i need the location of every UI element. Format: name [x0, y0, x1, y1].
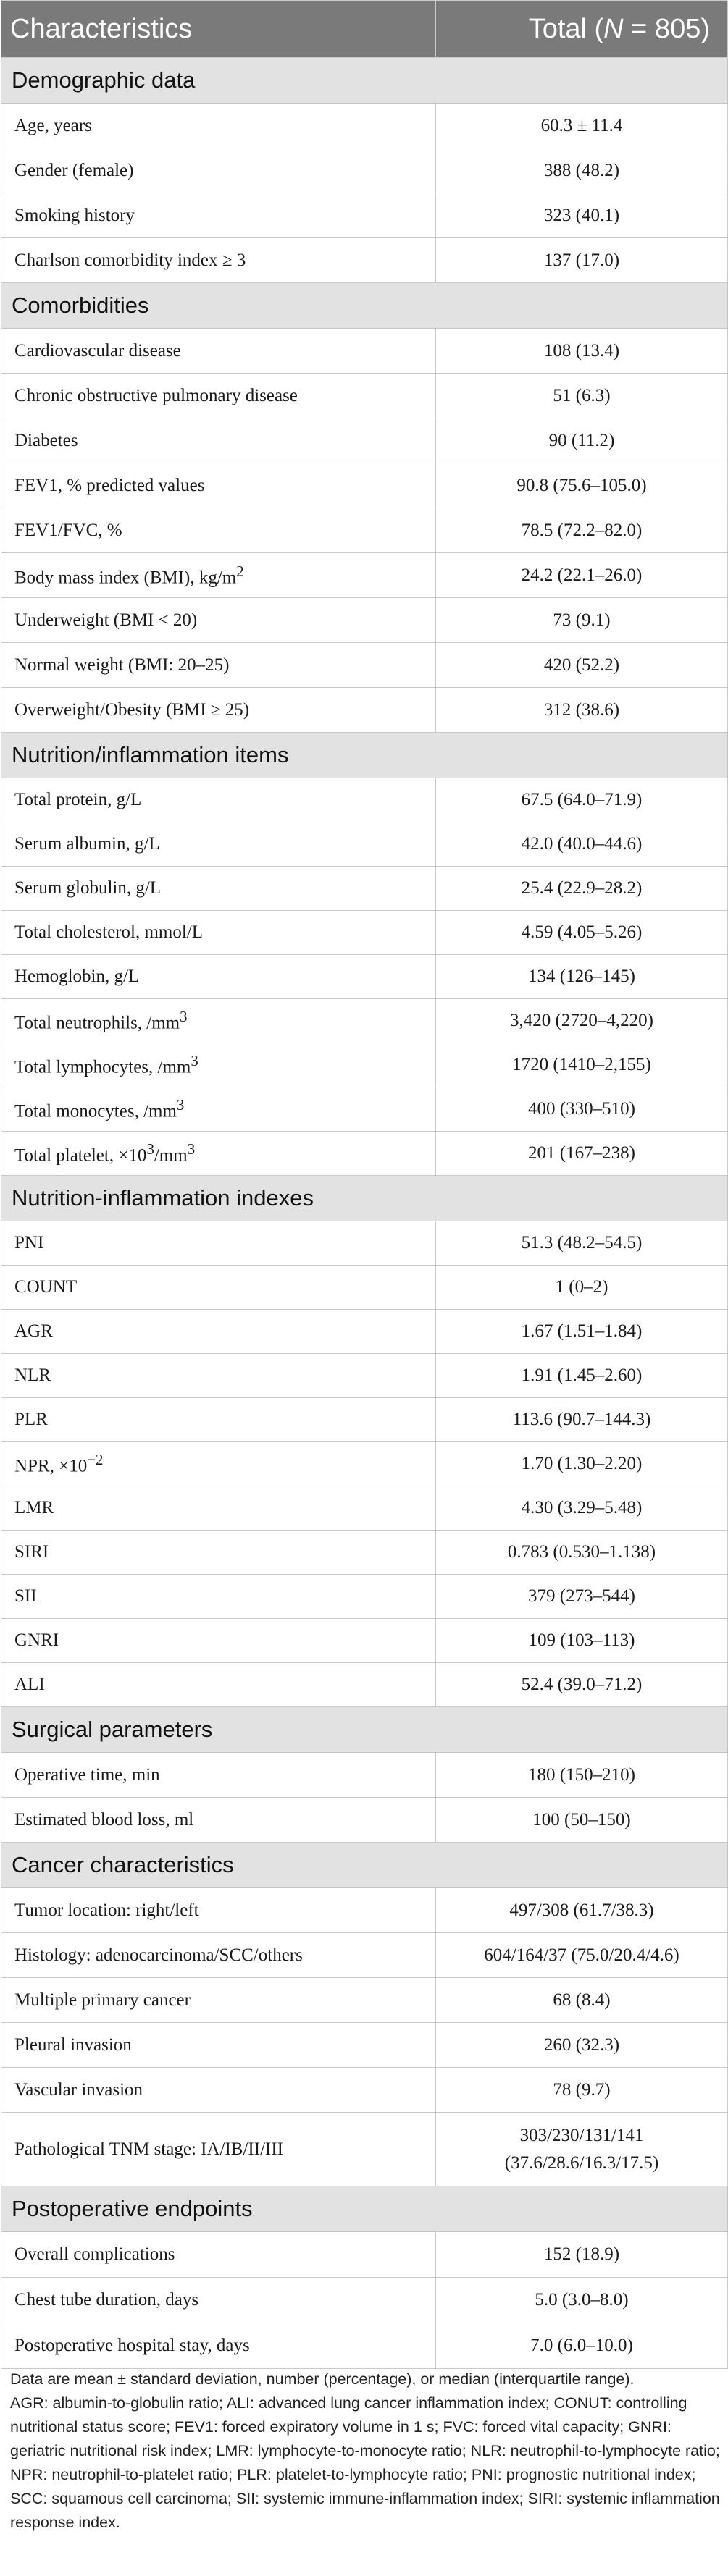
row-value: 604/164/37 (75.0/20.4/4.6) — [436, 1933, 728, 1978]
row-label: Hemoglobin, g/L — [1, 955, 436, 999]
table-row — [1, 329, 728, 374]
section-header — [1, 733, 728, 778]
row-value: 0.783 (0.530–1.138) — [436, 1531, 728, 1575]
section-header — [1, 1843, 728, 1888]
row-label: Normal weight (BMI: 20–25) — [1, 643, 436, 688]
row-label: FEV1, % predicted values — [1, 463, 436, 508]
row-value: 4.30 (3.29–5.48) — [436, 1486, 728, 1531]
table-row — [1, 553, 728, 598]
section-title: Surgical parameters — [1, 1707, 728, 1753]
row-label-text: Total neutrophils, /mm — [14, 1013, 180, 1033]
section-title: Comorbidities — [1, 283, 728, 329]
table-row — [1, 1978, 728, 2023]
table-row — [1, 1132, 728, 1176]
table-header-row — [1, 1, 728, 58]
table-row — [1, 374, 728, 418]
table-row — [1, 1087, 728, 1132]
section-title: Nutrition/inflammation items — [1, 733, 728, 778]
superscript: 3 — [176, 1096, 185, 1114]
section-title: Demographic data — [1, 58, 728, 104]
row-label: LMR — [1, 1486, 436, 1531]
row-label-text: Total platelet, ×10 — [14, 1145, 147, 1166]
row-label-text: NPR, ×10 — [14, 1456, 88, 1476]
table-row — [1, 1310, 728, 1354]
section-title: Cancer characteristics — [1, 1843, 728, 1888]
table-row — [1, 999, 728, 1043]
row-value: 73 (9.1) — [436, 598, 728, 643]
table-row — [1, 148, 728, 193]
row-value: 1 (0–2) — [436, 1266, 728, 1310]
row-value: 4.59 (4.05–5.26) — [436, 911, 728, 955]
table-row — [1, 2323, 728, 2369]
table-row — [1, 822, 728, 867]
row-value: 109 (103–113) — [436, 1619, 728, 1663]
row-label: GNRI — [1, 1619, 436, 1663]
row-label: Total protein, g/L — [1, 778, 436, 822]
table-row — [1, 598, 728, 643]
row-value: 497/308 (61.7/38.3) — [436, 1888, 728, 1933]
row-value: 68 (8.4) — [436, 1978, 728, 2023]
row-value: 260 (32.3) — [436, 2023, 728, 2068]
footnote-abbreviations: AGR: albumin-to-globulin ratio; ALI: advanced lung cancer inflammation index; CONUT: controlling nutritional status score; FEV1: forced expiratory volume in 1 s; FVC: forced vital capacity; GNRI: geriatric nutritional risk index; LMR: lymphocyte-to-monocyte ratio; NLR: neutrophil-to-lymphocyte ratio; NPR: neutrophil-to-platelet ratio; PLR: platelet-to-lymphocyte ratio; PNI: prognostic nutritional index; SCC: squamous cell carcinoma; SII: systemic immune-inflammation index; SIRI: systemic inflammation response index. — [10, 2394, 720, 2531]
characteristics-table — [1, 0, 728, 2369]
row-value: 201 (167–238) — [436, 1132, 728, 1176]
row-value-line1: 303/230/131/141 — [519, 2125, 644, 2145]
row-value: 400 (330–510) — [436, 1087, 728, 1132]
row-label: Estimated blood loss, ml — [1, 1798, 436, 1843]
row-label: Underweight (BMI < 20) — [1, 598, 436, 643]
row-label: Pathological TNM stage: IA/IB/II/III — [1, 2113, 436, 2186]
table-row — [1, 104, 728, 148]
table-row — [1, 1531, 728, 1575]
table-row — [1, 643, 728, 688]
table-row — [1, 193, 728, 238]
row-label: Diabetes — [1, 418, 436, 463]
row-value: 78.5 (72.2–82.0) — [436, 508, 728, 553]
row-label — [1, 1442, 436, 1486]
section-header — [1, 1707, 728, 1753]
row-value: 7.0 (6.0–10.0) — [436, 2323, 728, 2369]
row-value: 1.70 (1.30–2.20) — [436, 1442, 728, 1486]
row-label: Histology: adenocarcinoma/SCC/others — [1, 1933, 436, 1978]
header-total-suffix: = 805) — [623, 13, 710, 44]
row-label: Pleural invasion — [1, 2023, 436, 2068]
row-label: PNI — [1, 1221, 436, 1266]
table-row — [1, 955, 728, 999]
row-label — [1, 999, 436, 1043]
table-row — [1, 1619, 728, 1663]
superscript: 3 — [180, 1008, 188, 1026]
row-value: 90.8 (75.6–105.0) — [436, 463, 728, 508]
superscript: −2 — [87, 1451, 104, 1469]
row-value: 379 (273–544) — [436, 1575, 728, 1619]
row-value: 3,420 (2720–4,220) — [436, 999, 728, 1043]
row-label: Chronic obstructive pulmonary disease — [1, 374, 436, 418]
table-row — [1, 463, 728, 508]
row-value: 420 (52.2) — [436, 643, 728, 688]
table-row — [1, 1266, 728, 1310]
table-row — [1, 1663, 728, 1707]
section-header — [1, 1176, 728, 1221]
row-value — [436, 2113, 728, 2186]
table-row — [1, 1221, 728, 1266]
row-label: Serum globulin, g/L — [1, 867, 436, 911]
row-label-tail: /mm — [154, 1145, 188, 1166]
row-label — [1, 1043, 436, 1087]
row-label: Gender (female) — [1, 148, 436, 193]
row-label: Overweight/Obesity (BMI ≥ 25) — [1, 688, 436, 733]
row-value: 108 (13.4) — [436, 329, 728, 374]
row-label: Multiple primary cancer — [1, 1978, 436, 2023]
row-value: 51.3 (48.2–54.5) — [436, 1221, 728, 1266]
superscript: 3 — [191, 1052, 198, 1070]
superscript: 3 — [187, 1140, 196, 1158]
row-label-text: Total monocytes, /mm — [14, 1101, 177, 1121]
table-row — [1, 418, 728, 463]
table-row — [1, 1442, 728, 1486]
row-label: Chest tube duration, days — [1, 2278, 436, 2323]
row-label-text: Total lymphocytes, /mm — [14, 1057, 191, 1077]
table-row — [1, 688, 728, 733]
row-value: 137 (17.0) — [436, 238, 728, 283]
row-label: NLR — [1, 1354, 436, 1398]
table-row — [1, 1043, 728, 1087]
row-value: 100 (50–150) — [436, 1798, 728, 1843]
row-label: Vascular invasion — [1, 2068, 436, 2113]
table-row — [1, 1933, 728, 1978]
row-value: 134 (126–145) — [436, 955, 728, 999]
section-header — [1, 283, 728, 329]
table-row — [1, 1888, 728, 1933]
section-title: Postoperative endpoints — [1, 2186, 728, 2232]
section-title: Nutrition-inflammation indexes — [1, 1176, 728, 1221]
row-label: SII — [1, 1575, 436, 1619]
row-value: 388 (48.2) — [436, 148, 728, 193]
row-value: 24.2 (22.1–26.0) — [436, 553, 728, 598]
table-row — [1, 1354, 728, 1398]
section-header — [1, 58, 728, 104]
row-value: 152 (18.9) — [436, 2232, 728, 2278]
row-label — [1, 1132, 436, 1176]
row-label: Overall complications — [1, 2232, 436, 2278]
row-label: AGR — [1, 1310, 436, 1354]
row-value: 25.4 (22.9–28.2) — [436, 867, 728, 911]
row-label: Serum albumin, g/L — [1, 822, 436, 867]
header-total-prefix: Total ( — [528, 13, 604, 44]
row-value: 180 (150–210) — [436, 1753, 728, 1798]
row-label: PLR — [1, 1398, 436, 1442]
table-row — [1, 508, 728, 553]
row-value: 1.91 (1.45–2.60) — [436, 1354, 728, 1398]
row-value: 52.4 (39.0–71.2) — [436, 1663, 728, 1707]
row-value: 312 (38.6) — [436, 688, 728, 733]
table-row — [1, 1753, 728, 1798]
table-row — [1, 2278, 728, 2323]
row-label: Smoking history — [1, 193, 436, 238]
row-label: Postoperative hospital stay, days — [1, 2323, 436, 2369]
table-row — [1, 2023, 728, 2068]
row-value: 323 (40.1) — [436, 193, 728, 238]
header-total-n: N — [603, 13, 624, 44]
row-label: SIRI — [1, 1531, 436, 1575]
row-value: 113.6 (90.7–144.3) — [436, 1398, 728, 1442]
row-label: FEV1/FVC, % — [1, 508, 436, 553]
row-label: Operative time, min — [1, 1753, 436, 1798]
table-row — [1, 1486, 728, 1531]
table-row — [1, 911, 728, 955]
row-label: ALI — [1, 1663, 436, 1707]
row-label: Cardiovascular disease — [1, 329, 436, 374]
row-label — [1, 553, 436, 598]
row-label — [1, 1087, 436, 1132]
table-row — [1, 867, 728, 911]
row-label: COUNT — [1, 1266, 436, 1310]
section-header — [1, 2186, 728, 2232]
header-total — [436, 1, 728, 58]
row-value: 42.0 (40.0–44.6) — [436, 822, 728, 867]
row-value-line2: (37.6/28.6/16.3/17.5) — [504, 2152, 659, 2173]
table-row — [1, 2232, 728, 2278]
table-footnote — [10, 2367, 720, 2535]
header-characteristics: Characteristics — [1, 1, 436, 58]
superscript: 2 — [236, 562, 244, 580]
row-label-text: Body mass index (BMI), kg/m — [14, 568, 237, 588]
row-label: Total cholesterol, mmol/L — [1, 911, 436, 955]
row-label: Tumor location: right/left — [1, 1888, 436, 1933]
table-row — [1, 2068, 728, 2113]
row-value: 78 (9.7) — [436, 2068, 728, 2113]
row-label: Age, years — [1, 104, 436, 148]
row-value: 90 (11.2) — [436, 418, 728, 463]
table-row — [1, 1575, 728, 1619]
table-row — [1, 1798, 728, 1843]
row-value: 67.5 (64.0–71.9) — [436, 778, 728, 822]
footnote-data-description: Data are mean ± standard deviation, number (percentage), or median (interquartile range). — [10, 2370, 635, 2388]
row-value: 60.3 ± 11.4 — [436, 104, 728, 148]
superscript: 3 — [146, 1140, 154, 1158]
row-value: 1.67 (1.51–1.84) — [436, 1310, 728, 1354]
row-value: 5.0 (3.0–8.0) — [436, 2278, 728, 2323]
table-row — [1, 238, 728, 283]
table-row — [1, 778, 728, 822]
row-label: Charlson comorbidity index ≥ 3 — [1, 238, 436, 283]
table-row — [1, 2113, 728, 2186]
row-value: 51 (6.3) — [436, 374, 728, 418]
row-value: 1720 (1410–2,155) — [436, 1043, 728, 1087]
table-row — [1, 1398, 728, 1442]
